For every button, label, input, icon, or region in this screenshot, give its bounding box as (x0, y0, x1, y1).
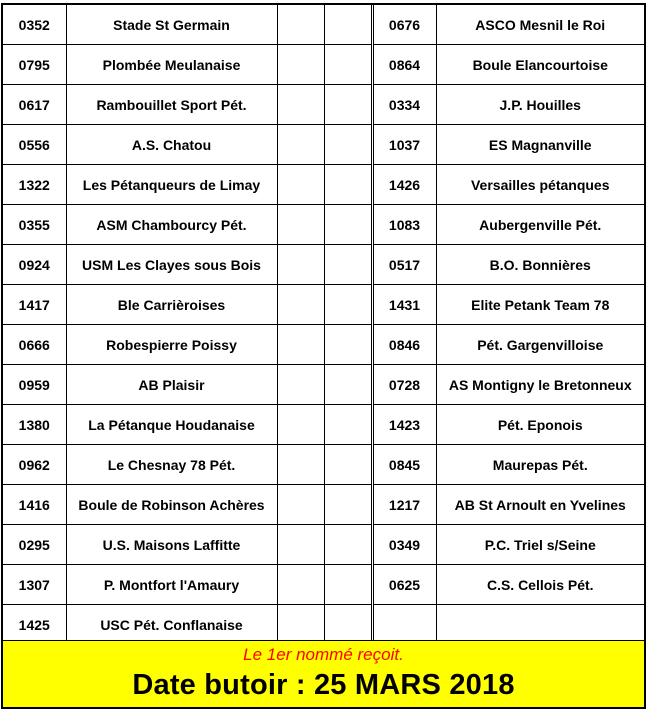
away-score-cell (324, 245, 372, 285)
away-club-cell: Pét. Gargenvilloise (436, 325, 644, 365)
match-row (3, 325, 644, 365)
home-code-cell: 0617 (3, 85, 66, 125)
away-club-cell: P.C. Triel s/Seine (436, 525, 644, 565)
match-row (3, 125, 644, 165)
home-score-cell (277, 485, 324, 525)
match-row (3, 605, 644, 645)
home-score-cell (277, 445, 324, 485)
match-row (3, 285, 644, 325)
home-score-cell (277, 285, 324, 325)
away-score-cell (324, 485, 372, 525)
match-row (3, 445, 644, 485)
home-club-cell: La Pétanque Houdanaise (66, 405, 277, 445)
home-code-cell: 0924 (3, 245, 66, 285)
home-score-cell (277, 405, 324, 445)
away-club-cell: AB St Arnoult en Yvelines (436, 485, 644, 525)
home-club-cell: U.S. Maisons Laffitte (66, 525, 277, 565)
home-score-cell (277, 125, 324, 165)
away-score-cell (324, 445, 372, 485)
away-code-cell: 0517 (372, 245, 436, 285)
home-score-cell (277, 365, 324, 405)
away-score-cell (324, 45, 372, 85)
away-code-cell: 1423 (372, 405, 436, 445)
away-club-cell: J.P. Houilles (436, 85, 644, 125)
match-row (3, 5, 644, 45)
home-score-cell (277, 605, 324, 645)
away-score-cell (324, 565, 372, 605)
home-score-cell (277, 165, 324, 205)
deadline-title: Date butoir : 25 MARS 2018 (132, 669, 515, 701)
home-code-cell: 0795 (3, 45, 66, 85)
match-row (3, 205, 644, 245)
home-code-cell: 0666 (3, 325, 66, 365)
home-team-note: Le 1er nommé reçoit. (243, 645, 404, 664)
home-score-cell (277, 325, 324, 365)
away-club-cell: C.S. Cellois Pét. (436, 565, 644, 605)
away-code-cell: 0334 (372, 85, 436, 125)
away-code-cell: 0349 (372, 525, 436, 565)
home-club-cell: Rambouillet Sport Pét. (66, 85, 277, 125)
pairings-sheet (1, 3, 646, 709)
away-code-cell: 1426 (372, 165, 436, 205)
home-club-cell: Robespierre Poissy (66, 325, 277, 365)
away-code-cell: 1083 (372, 205, 436, 245)
away-club-cell: Boule Elancourtoise (436, 45, 644, 85)
away-club-cell (436, 605, 644, 645)
match-row (3, 405, 644, 445)
home-club-cell: Le Chesnay 78 Pét. (66, 445, 277, 485)
match-row (3, 85, 644, 125)
home-code-cell: 1425 (3, 605, 66, 645)
away-score-cell (324, 205, 372, 245)
home-code-cell: 1380 (3, 405, 66, 445)
away-club-cell: Maurepas Pét. (436, 445, 644, 485)
away-score-cell (324, 365, 372, 405)
away-club-cell: B.O. Bonnières (436, 245, 644, 285)
home-club-cell: P. Montfort l'Amaury (66, 565, 277, 605)
home-code-cell: 1322 (3, 165, 66, 205)
match-row (3, 485, 644, 525)
home-club-cell: USM Les Clayes sous Bois (66, 245, 277, 285)
match-row (3, 565, 644, 605)
home-score-cell (277, 45, 324, 85)
away-club-cell: ES Magnanville (436, 125, 644, 165)
away-score-cell (324, 5, 372, 45)
match-row (3, 245, 644, 285)
match-row (3, 165, 644, 205)
away-code-cell: 1431 (372, 285, 436, 325)
home-code-cell: 0962 (3, 445, 66, 485)
match-row (3, 525, 644, 565)
home-score-cell (277, 565, 324, 605)
home-club-cell: Ble Carrièroises (66, 285, 277, 325)
away-score-cell (324, 165, 372, 205)
pairings-body (3, 5, 644, 645)
away-code-cell: 0846 (372, 325, 436, 365)
home-score-cell (277, 525, 324, 565)
footer-banner (3, 640, 644, 707)
away-score-cell (324, 325, 372, 365)
home-code-cell: 0295 (3, 525, 66, 565)
away-score-cell (324, 125, 372, 165)
home-club-cell: A.S. Chatou (66, 125, 277, 165)
home-code-cell: 0959 (3, 365, 66, 405)
away-code-cell: 0864 (372, 45, 436, 85)
home-club-cell: Les Pétanqueurs de Limay (66, 165, 277, 205)
home-club-cell: USC Pét. Conflanaise (66, 605, 277, 645)
home-code-cell: 0556 (3, 125, 66, 165)
home-score-cell (277, 245, 324, 285)
away-club-cell: Elite Petank Team 78 (436, 285, 644, 325)
away-club-cell: ASCO Mesnil le Roi (436, 5, 644, 45)
home-club-cell: ASM Chambourcy Pét. (66, 205, 277, 245)
home-code-cell: 0352 (3, 5, 66, 45)
match-row (3, 45, 644, 85)
away-score-cell (324, 285, 372, 325)
home-code-cell: 1416 (3, 485, 66, 525)
home-score-cell (277, 85, 324, 125)
home-code-cell: 1307 (3, 565, 66, 605)
away-code-cell: 1037 (372, 125, 436, 165)
home-club-cell: Stade St Germain (66, 5, 277, 45)
away-code-cell: 1217 (372, 485, 436, 525)
away-score-cell (324, 405, 372, 445)
away-club-cell: AS Montigny le Bretonneux (436, 365, 644, 405)
home-code-cell: 1417 (3, 285, 66, 325)
away-code-cell (372, 605, 436, 645)
away-code-cell: 0676 (372, 5, 436, 45)
home-club-cell: Plombée Meulanaise (66, 45, 277, 85)
away-score-cell (324, 605, 372, 645)
away-code-cell: 0845 (372, 445, 436, 485)
home-club-cell: Boule de Robinson Achères (66, 485, 277, 525)
home-score-cell (277, 205, 324, 245)
home-club-cell: AB Plaisir (66, 365, 277, 405)
match-row (3, 365, 644, 405)
away-club-cell: Pét. Eponois (436, 405, 644, 445)
away-score-cell (324, 85, 372, 125)
pairings-table (3, 5, 644, 645)
home-code-cell: 0355 (3, 205, 66, 245)
away-score-cell (324, 525, 372, 565)
home-score-cell (277, 5, 324, 45)
away-club-cell: Versailles pétanques (436, 165, 644, 205)
away-code-cell: 0728 (372, 365, 436, 405)
away-code-cell: 0625 (372, 565, 436, 605)
away-club-cell: Aubergenville Pét. (436, 205, 644, 245)
